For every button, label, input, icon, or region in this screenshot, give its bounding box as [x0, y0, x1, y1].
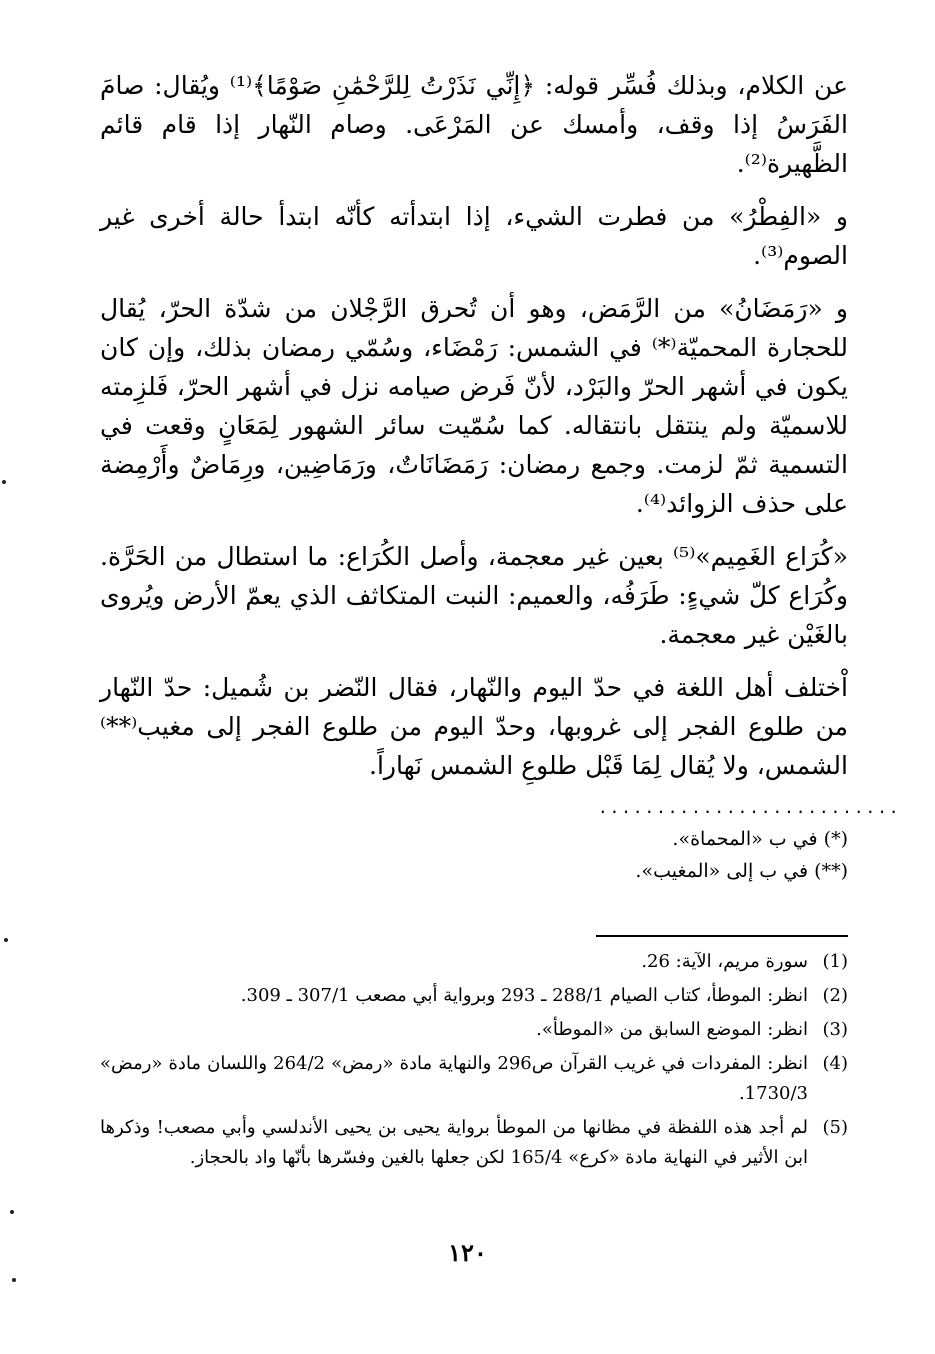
scan-speck	[2, 480, 6, 484]
dotted-separator: ..........................	[598, 798, 901, 817]
footnote-text: انظر: الموطأ، كتاب الصيام 288/1 ـ 293 وبرواية أبي مصعب 307/1 ـ 309.	[240, 985, 808, 1006]
footnote-text: انظر: الموضع السابق من «الموطأ».	[536, 1019, 808, 1040]
scan-speck	[4, 938, 8, 942]
footnote-number: (4)	[822, 1053, 848, 1074]
editor-note-2: (**) في ب إلى «المغيب».	[635, 860, 848, 882]
footnote-item	[100, 1015, 848, 1045]
book-page	[100, 66, 901, 1326]
body-paragraph-1: عن الكلام، وبذلك فُسِّر قوله: ﴿إِنِّي نَذَرْتُ لِلرَّحْمَٰنِ صَوْمًا﴾⁽¹⁾ ويُقال: صامَ الفَرَسُ إذا وقف، وأمسك عن المَرْعَى. وصام النّهار إذا قام قائم الظَّهيرة⁽²⁾.	[100, 71, 848, 178]
footnote-text: سورة مريم، الآية: 26.	[641, 951, 808, 972]
footnote-rule	[596, 935, 848, 937]
footnote-number: (1)	[822, 951, 848, 972]
footnote-number: (5)	[822, 1117, 848, 1138]
footnote-number: (2)	[822, 985, 848, 1006]
body-paragraph-2: و «الفِطْرُ» من فطرت الشيء، إذا ابتدأته كأنّه ابتدأ حالة أخرى غير الصوم⁽³⁾.	[100, 202, 848, 270]
scan-speck	[10, 1210, 14, 1214]
footnote-text: انظر: المفردات في غريب القرآن ص296 والنهاية مادة «رمض» 264/2 واللسان مادة «رمض» 1730/3.	[100, 1053, 809, 1104]
footnote-item	[100, 981, 848, 1011]
footnote-item	[100, 1113, 848, 1173]
footnote-item	[100, 947, 848, 977]
footnote-text: لم أجد هذه اللفظة في مظانها من الموطأ برواية يحيى بن يحيى الأندلسي وأبي مصعب! وذكرها ابن الأثير في النهاية مادة «كرع» 165/4 لكن جعلها بالغين وفسّرها بأنّها واد بالحجاز.	[100, 1117, 808, 1168]
footnote-item	[100, 1049, 848, 1109]
body-paragraph-3: و «رَمَضَانُ» من الرَّمَض، وهو أن تُحرق الرَّجْلان من شدّة الحرّ، يُقال للحجارة المحميّة⁽*⁾ في الشمس: رَمْضَاء، وسُمّي رمضان بذلك، وإن كان يكون في أشهر الحرّ والبَرْد، لأنّ فَرض صيامه نزل في أشهر الحرّ، فَلزِمته للاسميّة ولم ينتقل بانتقاله. كما سُمّيت سائر الشهور لِمَعَانٍ وقعت في التسمية ثمّ لزمت. وجمع رمضان: رَمَضَانَاتٌ، ورَمَاضِين، ورِمَاضٌ وأَرْمِضة على حذف الزوائد⁽⁴⁾.	[100, 294, 848, 518]
body-paragraph-4: «كُرَاع الغَمِيم»⁽⁵⁾ بعين غير معجمة، وأصل الكُرَاع: ما استطال من الحَرَّة. وكُرَاع كلّ شيءٍ: طَرَفُه، والعميم: النبت المتكاثف الذي يعمّ الأرض ويُروى بالغَيْن غير معجمة.	[100, 542, 848, 649]
editor-note-1: (*) في ب «المحماة».	[672, 828, 848, 850]
page-number: ١٢٠	[448, 1238, 487, 1267]
footnote-number: (3)	[822, 1019, 848, 1040]
scan-speck	[12, 1278, 16, 1282]
body-paragraph-5: اْختلف أهل اللغة في حدّ اليوم والنّهار، فقال النّضر بن شُميل: حدّ النّهار من طلوع الفجر إلى غروبها، وحدّ اليوم من طلوع الفجر إلى مغيب⁽**⁾ الشمس، ولا يُقال لِمَا قَبْل طلوعِ الشمس نَهاراً.	[100, 673, 848, 780]
